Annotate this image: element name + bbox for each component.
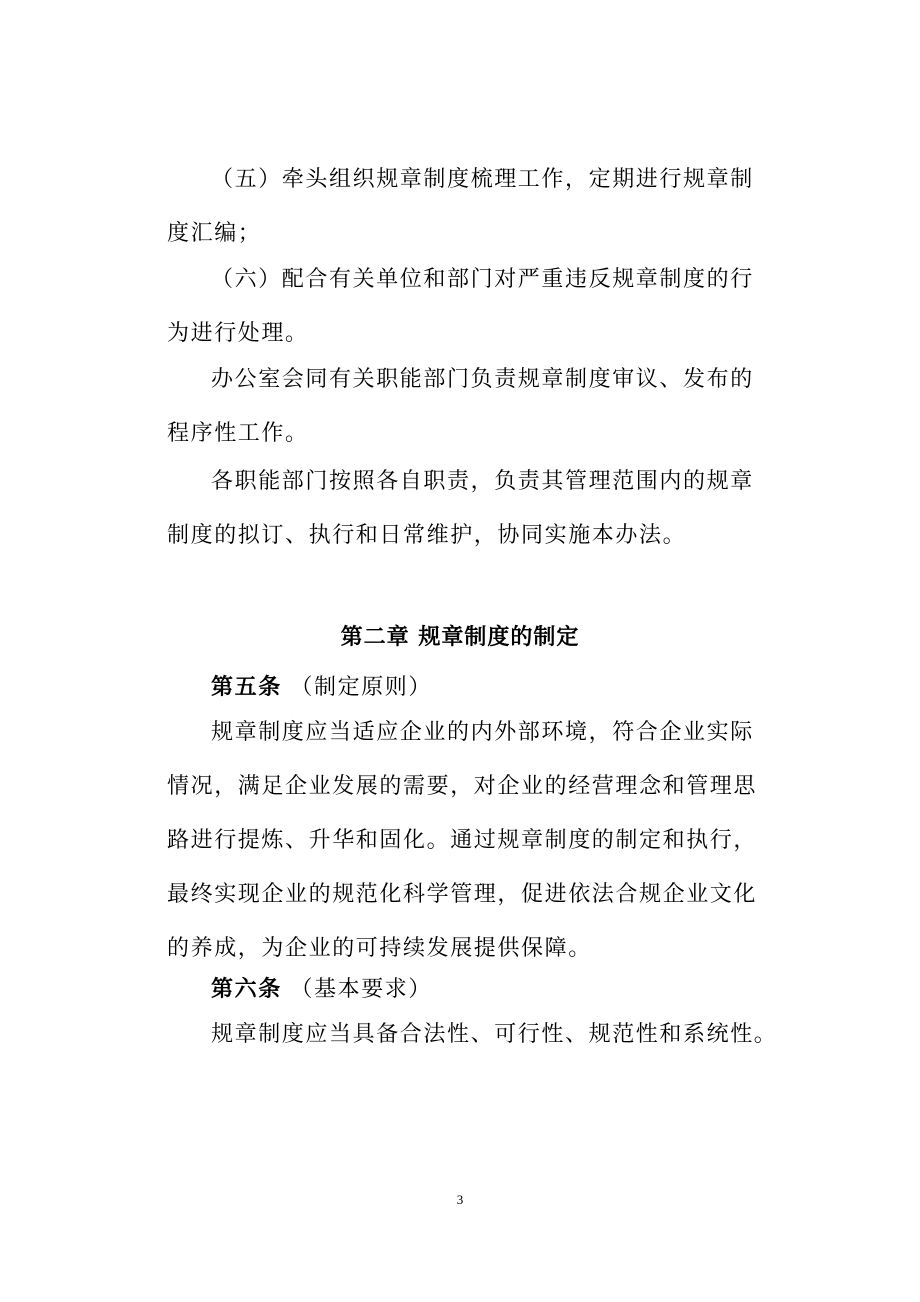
article-title: （制定原则） [290,675,433,700]
article-number: 第五条 [211,675,282,700]
paragraph-office-duty: 办公室会同有关职能部门负责规章制度审议、发布的程序性工作。 [167,367,754,446]
article-5-heading [211,670,432,701]
page-number: 3 [456,1192,464,1207]
paragraph-item-6: （六）配合有关单位和部门对严重违反规章制度的行为进行处理。 [167,267,754,346]
paragraph-article-6-body: 规章制度应当具备合法性、可行性、规范性和系统性。 [211,1022,778,1047]
paragraph-article-5-body: 规章制度应当适应企业的内外部环境，符合企业实际情况，满足企业发展的需要，对企业的经营理念和管理思路进行提炼、升华和固化。通过规章制度的制定和执行，最终实现企业的规范化科学管理，促进依法合规企业文化的养成，为企业的可持续发展提供保障。 [167,720,758,961]
article-title: （基本要求） [290,977,433,1002]
chapter-heading: 第二章 规章制度的制定 [340,625,580,650]
article-6-heading [211,972,432,1003]
article-number: 第六条 [211,977,282,1002]
paragraph-item-5: （五）牵头组织规章制度梳理工作，定期进行规章制度汇编； [167,167,754,246]
paragraph-departments-duty: 各职能部门按照各自职责，负责其管理范围内的规章制度的拟订、执行和日常维护，协同实施本办法。 [167,469,754,548]
